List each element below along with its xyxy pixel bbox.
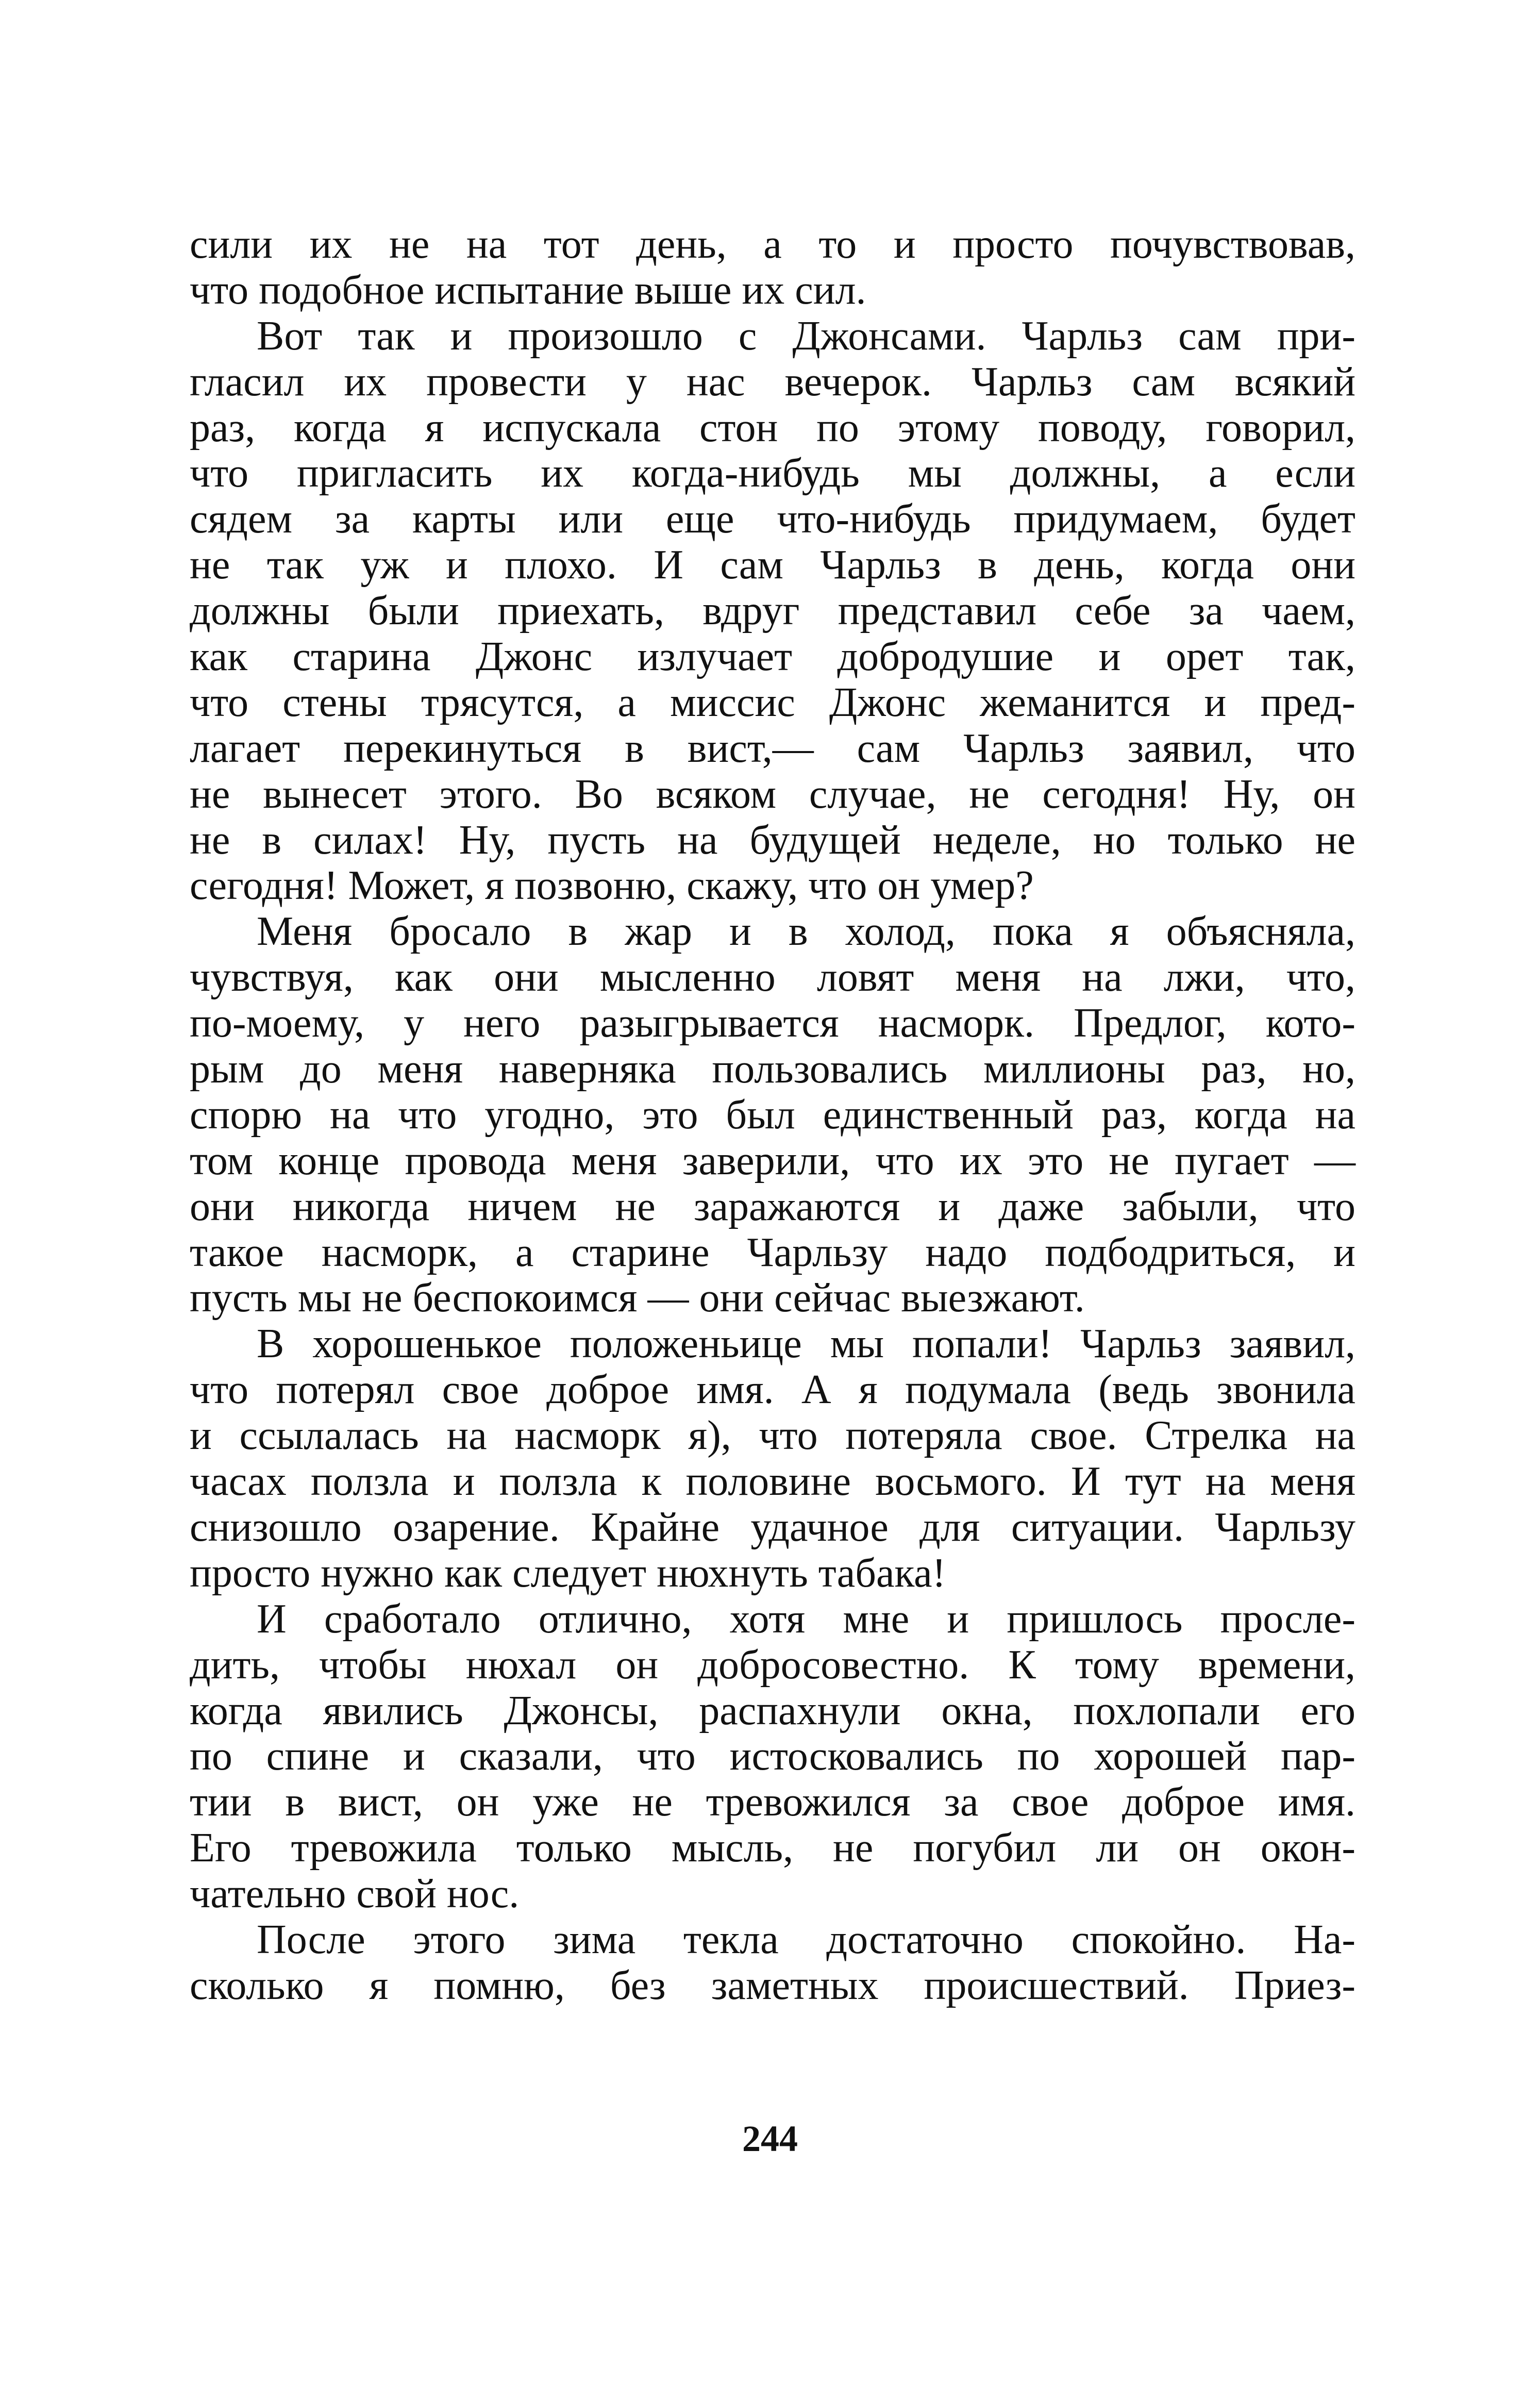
text-line-content: когда явились Джонсы, распахнули окна, похлопали его (190, 1688, 1355, 1734)
text-line-content: такое насморк, а старине Чарльзу надо подбодриться, и (190, 1229, 1355, 1275)
text-line (190, 1413, 1355, 1459)
text-line-content: сегодня! Может, я позвоню, скажу, что он умер? (190, 863, 1034, 909)
text-line (190, 818, 1355, 863)
text-line-content: что пригласить их когда-нибудь мы должны, а если (190, 451, 1355, 496)
text-line-content: не в силах! Ну, пусть на будущей неделе, но только не (190, 817, 1355, 863)
text-line-content: тии в вист, он уже не тревожился за свое доброе имя. (190, 1779, 1355, 1825)
text-line (190, 222, 1355, 268)
text-line (190, 1596, 1355, 1642)
text-line (190, 909, 1355, 955)
text-line-content: по-моему, у него разыгрывается насморк. Предлог, кото- (190, 1001, 1355, 1046)
text-line-content: После этого зима текла достаточно спокойно. На- (257, 1916, 1355, 1962)
text-line (190, 451, 1355, 496)
text-line-content: чувствуя, как они мысленно ловят меня на лжи, что, (190, 955, 1355, 1001)
text-line (190, 772, 1355, 818)
text-line-content: они никогда ничем не заражаются и даже забыли, что (190, 1184, 1355, 1229)
text-line (190, 1871, 1355, 1917)
body-text (190, 222, 1355, 2009)
text-line (190, 542, 1355, 588)
text-line (190, 955, 1355, 1001)
text-line (190, 1505, 1355, 1551)
text-line (190, 1642, 1355, 1688)
text-line (190, 1459, 1355, 1505)
text-line-content: пусть мы не беспокоимся — они сейчас выезжают. (190, 1275, 1085, 1321)
text-line-content: рым до меня наверняка пользовались миллионы раз, но, (190, 1046, 1355, 1092)
text-line-content: чательно свой нос. (190, 1871, 520, 1917)
text-line-content: Меня бросало в жар и в холод, пока я объясняла, (257, 909, 1355, 955)
text-line (190, 1825, 1355, 1871)
page-number: 244 (742, 2118, 798, 2159)
text-line-content: не так уж и плохо. И сам Чарльз в день, когда они (190, 542, 1355, 588)
text-line-content: снизошло озарение. Крайне удачное для ситуации. Чарльзу (190, 1504, 1355, 1550)
text-line (190, 359, 1355, 405)
text-line (190, 1779, 1355, 1825)
text-line-content: и ссылалась на насморк я), что потеряла свое. Стрелка на (190, 1413, 1355, 1459)
text-line-content: спорю на что угодно, это был единственный раз, когда на (190, 1092, 1355, 1138)
text-line (190, 1184, 1355, 1230)
text-line (190, 726, 1355, 772)
text-line (190, 496, 1355, 542)
text-line-content: том конце провода меня заверили, что их это не пугает — (190, 1138, 1355, 1184)
text-line (190, 1321, 1355, 1367)
text-line (190, 405, 1355, 451)
text-line (190, 1734, 1355, 1779)
text-line (190, 1046, 1355, 1092)
text-line-content: В хорошенькое положеньице мы попали! Чарльз заявил, (257, 1321, 1355, 1367)
text-line (190, 1230, 1355, 1276)
text-line (190, 588, 1355, 634)
text-line (190, 268, 1355, 313)
text-line (190, 1551, 1355, 1596)
text-line (190, 1917, 1355, 1963)
text-line-content: Его тревожила только мысль, не погубил ли он окон- (190, 1825, 1355, 1871)
text-line-content: не вынесет этого. Во всяком случае, не сегодня! Ну, он (190, 771, 1355, 817)
text-line (190, 1092, 1355, 1138)
text-line-content: раз, когда я испускала стон по этому поводу, говорил, (190, 405, 1355, 451)
text-line-content: Вот так и произошло с Джонсами. Чарльз сам при- (257, 313, 1355, 359)
text-line-content: гласил их провести у нас вечерок. Чарльз сам всякий (190, 359, 1355, 405)
text-line (190, 1001, 1355, 1046)
text-line-content: И сработало отлично, хотя мне и пришлось просле- (257, 1596, 1355, 1642)
text-line (190, 1275, 1355, 1321)
text-line-content: дить, чтобы нюхал он добросовестно. К тому времени, (190, 1642, 1355, 1688)
text-line-content: часах ползла и ползла к половине восьмого. И тут на меня (190, 1459, 1355, 1505)
text-line-content: что подобное испытание выше их сил. (190, 267, 866, 313)
text-line-content: просто нужно как следует нюхнуть табака! (190, 1550, 946, 1596)
text-line (190, 313, 1355, 359)
text-line-content: сколько я помню, без заметных происшествий. Приез- (190, 1962, 1355, 2008)
text-line (190, 680, 1355, 726)
text-line (190, 1367, 1355, 1413)
text-line-content: что стены трясутся, а миссис Джонс жеманится и пред- (190, 679, 1355, 725)
text-line (190, 634, 1355, 680)
text-line-content: должны были приехать, вдруг представил себе за чаем, (190, 588, 1355, 634)
text-line (190, 1963, 1355, 2009)
text-line-content: сили их не на тот день, а то и просто почувствовав, (190, 222, 1355, 267)
text-line-content: как старина Джонс излучает добродушие и орет так, (190, 634, 1355, 680)
text-line (190, 1138, 1355, 1184)
text-line-content: по спине и сказали, что истосковались по хорошей пар- (190, 1734, 1355, 1779)
text-line-content: лагает перекинуться в вист,— сам Чарльз заявил, что (190, 725, 1355, 771)
text-line-content: что потерял свое доброе имя. А я подумала (ведь звонила (190, 1367, 1355, 1413)
text-line (190, 863, 1355, 909)
text-line-content: сядем за карты или еще что-нибудь придумаем, будет (190, 496, 1355, 542)
text-line (190, 1688, 1355, 1734)
